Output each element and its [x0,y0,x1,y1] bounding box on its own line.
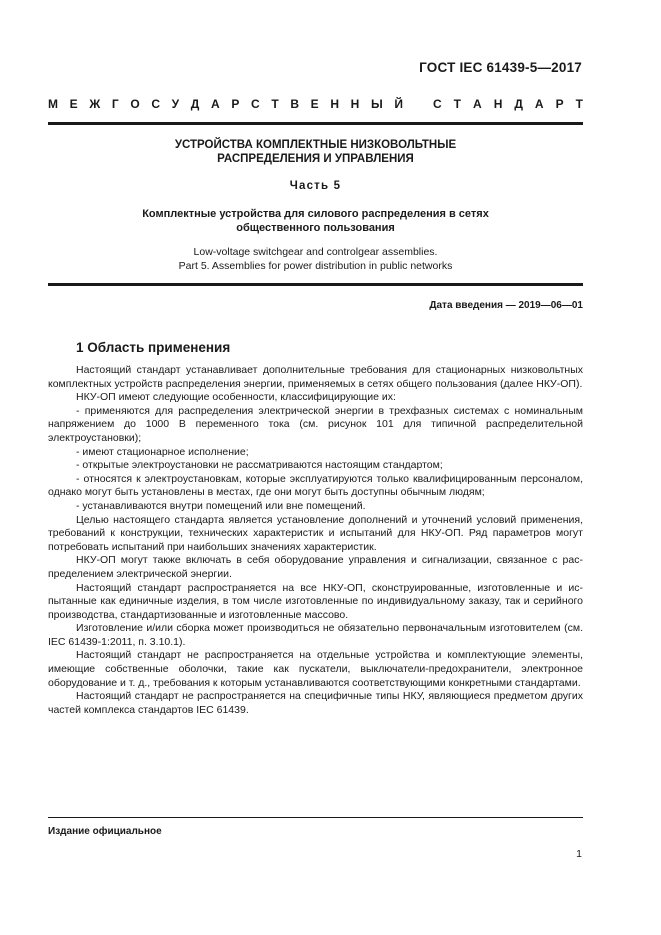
banner-letter: Т [453,97,462,111]
banner-letter: А [473,97,482,111]
banner-letter: А [210,97,220,111]
banner-letter: Ж [89,97,101,111]
banner-letter: А [534,97,544,111]
banner-letter: Н [330,97,339,111]
list-item: - применяются для распределения электрической энергии в трехфазных системах с номинальным напряжением до 1000 В переменного тока (см. рисунок 101 для типичной распределительной электроустановки); [48,404,583,444]
banner-word-standard [433,97,583,111]
paragraph: Настоящий стандарт распространяется на все НКУ-ОП, сконструированные, изготовленные и испытанные как единичные изделия, в том числе изготовленные по индивидуальному заказу, так и серийного производства, стандартизованные и изготовленные массово. [48,581,583,621]
bottom-divider [48,283,583,286]
paragraph: НКУ-ОП имеют следующие особенности, классифицирующие их: [76,391,396,404]
page-number: 1 [576,848,582,860]
banner-letter: Й [394,97,403,111]
title-russian [48,138,583,166]
banner-letter: С [151,97,160,111]
banner-letter: Т [271,97,279,111]
subtitle-russian [48,207,583,235]
paragraph: Настоящий стандарт не распространяется на специфичные типы НКУ, являющиеся предметом других частей комплекса стандартов IEC 61439. [48,690,583,716]
top-divider [48,122,583,125]
banner-letter: С [433,97,442,111]
english-line-1: Low-voltage switchgear and controlgear assemblies. [193,246,438,258]
paragraph: Настоящий стандарт не распространяется на отдельные устройства и комплектующие элементы, имеющие собственные оболочки, такие как пускатели, выключатели-предохранители, электронное оборудование и т. д., требования к которым устанавливаются соответствующими конкретными стандартами. [48,649,583,689]
title-line-1: УСТРОЙСТВА КОМПЛЕКТНЫЕ НИЗКОВОЛЬТНЫЕ [174,139,457,151]
banner-letter: Ы [370,97,383,111]
banner-letter: Р [231,97,240,111]
banner-letter: Д [190,97,200,111]
title-english [48,245,583,273]
banner-letter: Е [69,97,78,111]
banner-letter: О [130,97,140,111]
section-heading: 1 Область применения [76,340,231,355]
list-item: - открытые электроустановки не рассматриваются настоящим стандартом; [76,459,443,472]
banner-letter: У [171,97,180,111]
list-item: - относятся к электроустановкам, которые эксплуатируются только квалифицированным персоналом, однако могут быть установлены в местах, где они могут быть доступны обычным людям; [48,472,583,499]
title-line-2: РАСПРЕДЕЛЕНИЯ И УПРАВЛЕНИЯ [217,153,414,165]
banner-letter: Д [514,97,523,111]
part-label: Часть 5 [289,180,342,192]
document-number: ГОСТ IEC 61439-5—2017 [419,60,582,75]
banner-letter: Т [575,97,583,111]
section-body [48,364,583,717]
introduction-date: Дата введения — 2019—06—01 [429,300,583,311]
banner-letter: М [48,97,58,111]
banner-letter: В [290,97,299,111]
list-item: - имеют стационарное исполнение; [76,445,249,458]
list-item: - устанавливаются внутри помещений или вне помещений. [76,499,366,512]
subtitle-line-1: Комплектные устройства для силового распределения в сетях [142,208,489,220]
banner-letter: Г [111,97,119,111]
english-line-2: Part 5. Assemblies for power distribution in public networks [178,260,453,272]
banner-letter: Р [555,97,564,111]
banner-word-interstate [48,97,403,111]
standard-banner [48,97,583,111]
paragraph: НКУ-ОП могут также включать в себя оборудование управления и сигнализации, связанное с распределением электрической энергии. [48,554,583,580]
banner-letter: Н [493,97,503,111]
banner-letter: Н [350,97,360,111]
banner-letter: С [250,97,260,111]
footer-divider [48,817,583,818]
subtitle-line-2: общественного пользования [236,222,395,234]
paragraph: Настоящий стандарт устанавливает дополнительные требования для стационарных низковольтных комплектных устройств распределения энергии, применяемых в сетях общего пользования (далее НКУ-ОП). [48,364,583,390]
paragraph: Целью настоящего стандарта является установление дополнений и уточнений условий применения, требований к конструкции, технических характеристик и испытаний для НКУ-ОП. Ряд параметров могут потребовать испытаний при наибольших значениях характеристик. [48,513,583,553]
paragraph: Изготовление и/или сборка может производиться не обязательно первоначальным изготовителем (см. IEC 61439-1:2011, п. 3.10.1). [48,622,583,648]
banner-letter: Е [310,97,319,111]
edition-label: Издание официальное [48,826,162,837]
